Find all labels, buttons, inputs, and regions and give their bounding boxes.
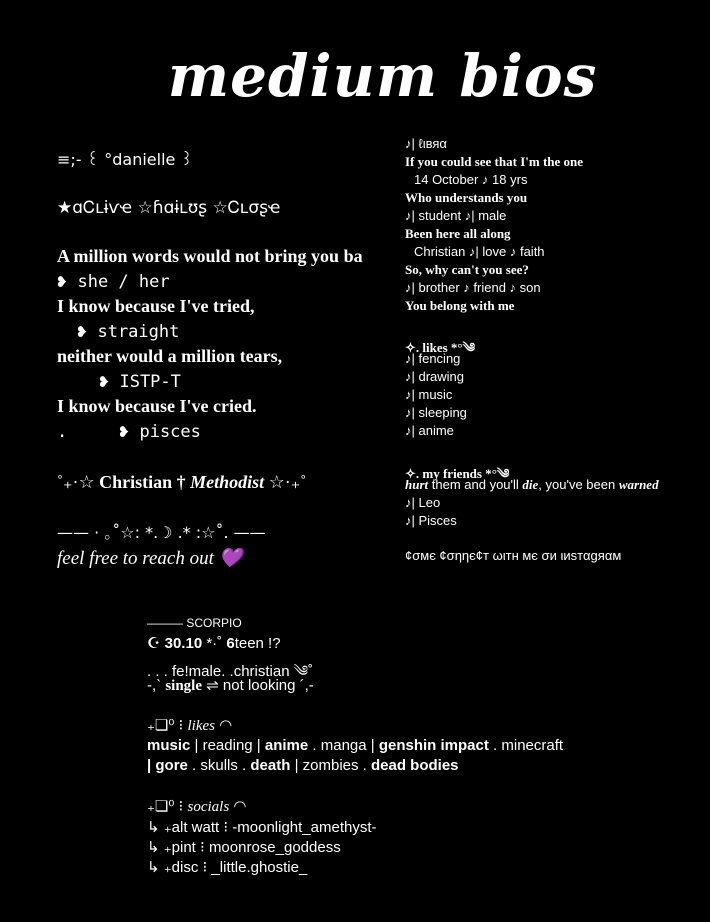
zodiac: ❥ pisces	[119, 422, 201, 442]
lyric-line: A million words would not bring you ba	[57, 246, 363, 266]
name-line: ♪| ℓιвяα	[405, 136, 447, 151]
list-item: ♪| sleeping	[405, 405, 467, 420]
likes-heading: ✧. likes *°༄	[405, 340, 476, 355]
friends-heading: ✧. my friends *°༄	[405, 466, 510, 481]
friends-warning: hurt them and you'll die, you've been warned	[405, 477, 659, 492]
social-item: ↳ ₊alt watt ⁝ -moonlight_amethyst-	[147, 819, 377, 836]
lyric-line: Who understands you	[405, 190, 528, 205]
list-item: ♪| music	[405, 387, 453, 402]
likes-line: | gore . skulls . death | zombies . dead bodies	[147, 757, 459, 774]
list-item: ♪| Leo	[405, 495, 441, 510]
personality-type: ❥ ISTP-T	[99, 372, 181, 392]
lyric-line: Been here all along	[405, 226, 511, 241]
bio-bottom	[147, 0, 667, 922]
status-line: ★ɑᏟʟɨѵҽ ☆ɦɑɨʟʊʂ ☆Ꮯʟσʂҽ	[57, 198, 281, 218]
contact-line: ¢σмє ¢σηηє¢т ωιтн мє σи ιиѕтαgяαм	[405, 548, 622, 563]
pronouns: ❥ she / her	[57, 272, 170, 292]
reach-out-line: feel free to reach out 💜	[57, 548, 243, 569]
family-line: ♪| brother ♪ friend ♪ son	[405, 280, 541, 295]
lyric-line: You belong with me	[405, 298, 515, 313]
relationship-line: -,` single ⇌ not looking ´,-	[147, 677, 314, 694]
lyric-dot: .	[57, 422, 68, 442]
birthday-age: 14 October ♪ 18 yrs	[414, 172, 528, 187]
likes-line: music | reading | anime . manga | genshin impact . minecraft	[147, 737, 564, 754]
lyric-line: So, why can't you see?	[405, 262, 529, 277]
lyric-line: If you could see that I'm the one	[405, 154, 584, 169]
list-item: ♪| Pisces	[405, 513, 457, 528]
purple-heart-icon: 💜	[218, 548, 243, 569]
socials-heading: ₊❏⁰ ⁝ socials ◠	[147, 798, 247, 815]
occupation-gender: ♪| student ♪| male	[405, 208, 507, 223]
list-item: ♪| drawing	[405, 369, 465, 384]
social-item: ↳ ₊disc ⁝ _little.ghostie_	[147, 859, 308, 876]
likes-heading: ₊❏⁰ ⁝ likes ◠	[147, 717, 233, 734]
zodiac-header: ——— SCORPIO	[147, 616, 242, 630]
religion-line: ˚₊·☆ Christian † Methodist ☆·₊˚	[57, 472, 307, 492]
page-title: medium bios	[167, 42, 598, 110]
faith-line: Christian ♪| love ♪ faith	[414, 244, 545, 259]
lyric-line: neither would a million tears,	[57, 346, 283, 366]
social-item: ↳ ₊pint ⁝ moonrose_goddess	[147, 839, 341, 856]
list-item: ♪| fencing	[405, 351, 461, 366]
list-item: ♪| anime	[405, 423, 454, 438]
birthday-line: ☪ 30.10 *·˚ 6teen !?	[147, 635, 281, 652]
name-line: ≡;- ꒰ °danielle ꒱	[57, 150, 193, 169]
lyric-line: I know because I've tried,	[57, 296, 255, 316]
identity-line: . . . fe!male. .christian ༄˚	[147, 663, 314, 680]
divider-decoration: —— · ｡˚☆: *.☽ .* :☆˚. ——	[57, 523, 266, 542]
orientation: ❥ straight	[77, 322, 180, 342]
lyric-line: I know because I've cried.	[57, 396, 257, 416]
